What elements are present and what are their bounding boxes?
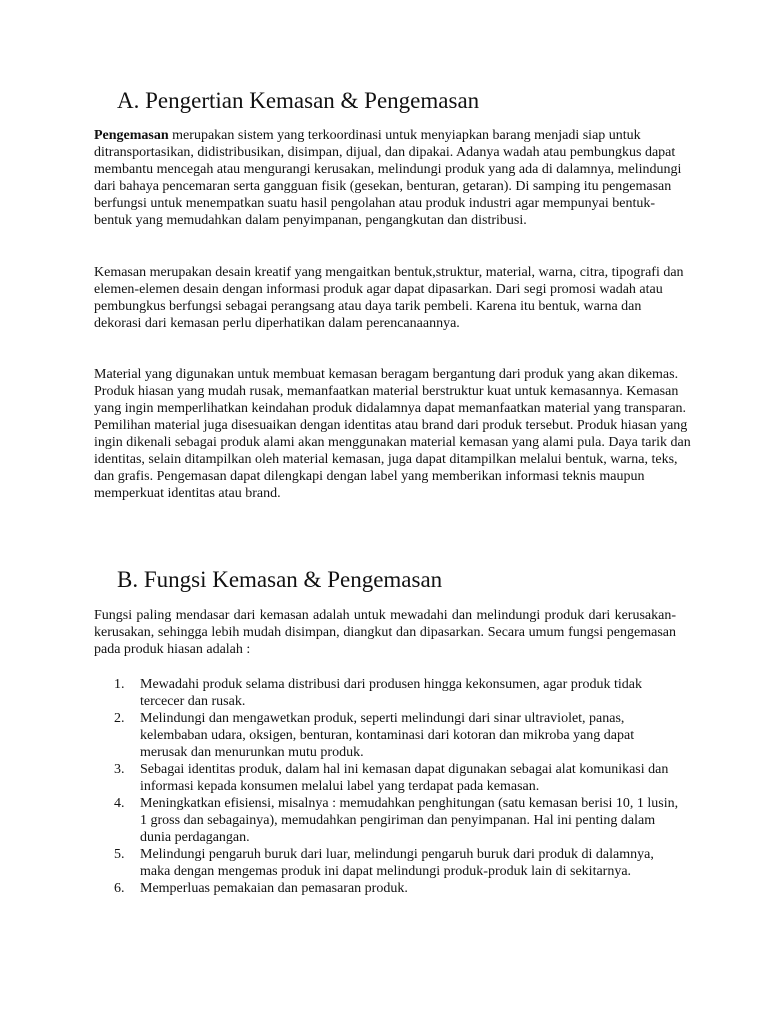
list-item bbox=[104, 846, 680, 880]
list-item-number: 4. bbox=[114, 796, 125, 811]
list-item bbox=[104, 761, 680, 795]
list-item-text: Melindungi pengaruh buruk dari luar, melindungi pengaruh buruk dari produk di dalamnya, maka dengan mengemas produk ini dapat melindungi produk-produk lain di sekitarnya. bbox=[140, 847, 654, 879]
list-item-text: Mewadahi produk selama distribusi dari produsen hingga kekonsumen, agar produk tidak tercecer dan rusak. bbox=[140, 677, 642, 709]
list-item-number: 5. bbox=[114, 847, 125, 862]
section-a-paragraph-1-text: merupakan sistem yang terkoordinasi untuk menyiapkan barang menjadi siap untuk ditransportasikan, didistribusikan, disimpan, dijual, dan dipakai. Adanya wadah atau pembungkus dapat membantu mencegah atau mengurangi kerusakan, melindungi produk yang ada di dalamnya, melindungi dari bahaya pencemaran serta gangguan fisik (gesekan, benturan, getaran). Di samping itu pengemasan berfungsi untuk menempatkan suatu hasil pengolahan atau produk industri agar mempunyai bentuk-bentuk yang memudahkan dalam penyimpanan, pengangkutan dan distribusi. bbox=[94, 128, 682, 228]
section-a-heading: A. Pengertian Kemasan & Pengemasan bbox=[117, 88, 480, 113]
list-item-number: 3. bbox=[114, 762, 125, 777]
section-a-paragraph-1 bbox=[94, 127, 692, 229]
list-item-number: 2. bbox=[114, 711, 125, 726]
section-a-paragraph-2: Kemasan merupakan desain kreatif yang mengaitkan bentuk,struktur, material, warna, citra, tipografi dan elemen-elemen desain dengan informasi produk agar dapat dipasarkan. Dari segi promosi wadah atau pembungkus berfungsi sebagai perangsang atau daya tarik pembeli. Karena itu bentuk, warna dan dekorasi dari kemasan perlu diperhatikan dalam perencanaannya. bbox=[94, 265, 684, 331]
list-item bbox=[104, 710, 680, 761]
list-item-text: Melindungi dan mengawetkan produk, seperti melindungi dari sinar ultraviolet, panas, kelembaban udara, oksigen, benturan, kontaminasi dari kotoran dan mikroba yang dapat merusak dan menurunkan mutu produk. bbox=[140, 711, 635, 760]
list-item-text: Memperluas pemakaian dan pemasaran produk. bbox=[140, 881, 408, 896]
function-list bbox=[104, 676, 680, 897]
list-item-text: Meningkatkan efisiensi, misalnya : memudahkan penghitungan (satu kemasan berisi 10, 1 lusin, 1 gross dan sebagainya), memudahkan pengiriman dan penyimpanan. Hal ini penting dalam dunia perdagangan. bbox=[140, 796, 679, 845]
list-item bbox=[104, 880, 680, 897]
section-b-intro: Fungsi paling mendasar dari kemasan adalah untuk mewadahi dan melindungi produk dari kerusakan-kerusakan, sehingga lebih mudah disimpan, diangkut dan dipasarkan. Secara umum fungsi pengemasan pada produk hiasan adalah : bbox=[94, 608, 676, 657]
list-item-number: 6. bbox=[114, 881, 125, 896]
list-item-text: Sebagai identitas produk, dalam hal ini kemasan dapat digunakan sebagai alat komunikasi dan informasi kepada konsumen melalui label yang terdapat pada kemasan. bbox=[140, 762, 669, 794]
section-b-heading: B. Fungsi Kemasan & Pengemasan bbox=[117, 567, 443, 592]
list-item-number: 1. bbox=[114, 677, 125, 692]
list-item bbox=[104, 795, 680, 846]
list-item bbox=[104, 676, 680, 710]
term-pengemasan: Pengemasan bbox=[94, 128, 169, 143]
section-a-paragraph-3: Material yang digunakan untuk membuat kemasan beragam bergantung dari produk yang akan dikemas. Produk hiasan yang mudah rusak, memanfaatkan material berstruktur kuat untuk kemasannya. Kemasan yang ingin memperlihatkan keindahan produk didalamnya dapat memanfaatkan material yang transparan. Pemilihan material juga disesuaikan dengan identitas atau brand dari produk tersebut. Produk hiasan yang ingin dikenali sebagai produk alami akan menggunakan material kemasan yang alami pula. Daya tarik dan identitas, selain ditampilkan oleh material kemasan, juga dapat ditampilkan melalui bentuk, warna, teks, dan grafis. Pengemasan dapat dilengkapi dengan label yang memberikan informasi teknis maupun memperkuat identitas atau brand. bbox=[94, 367, 691, 501]
